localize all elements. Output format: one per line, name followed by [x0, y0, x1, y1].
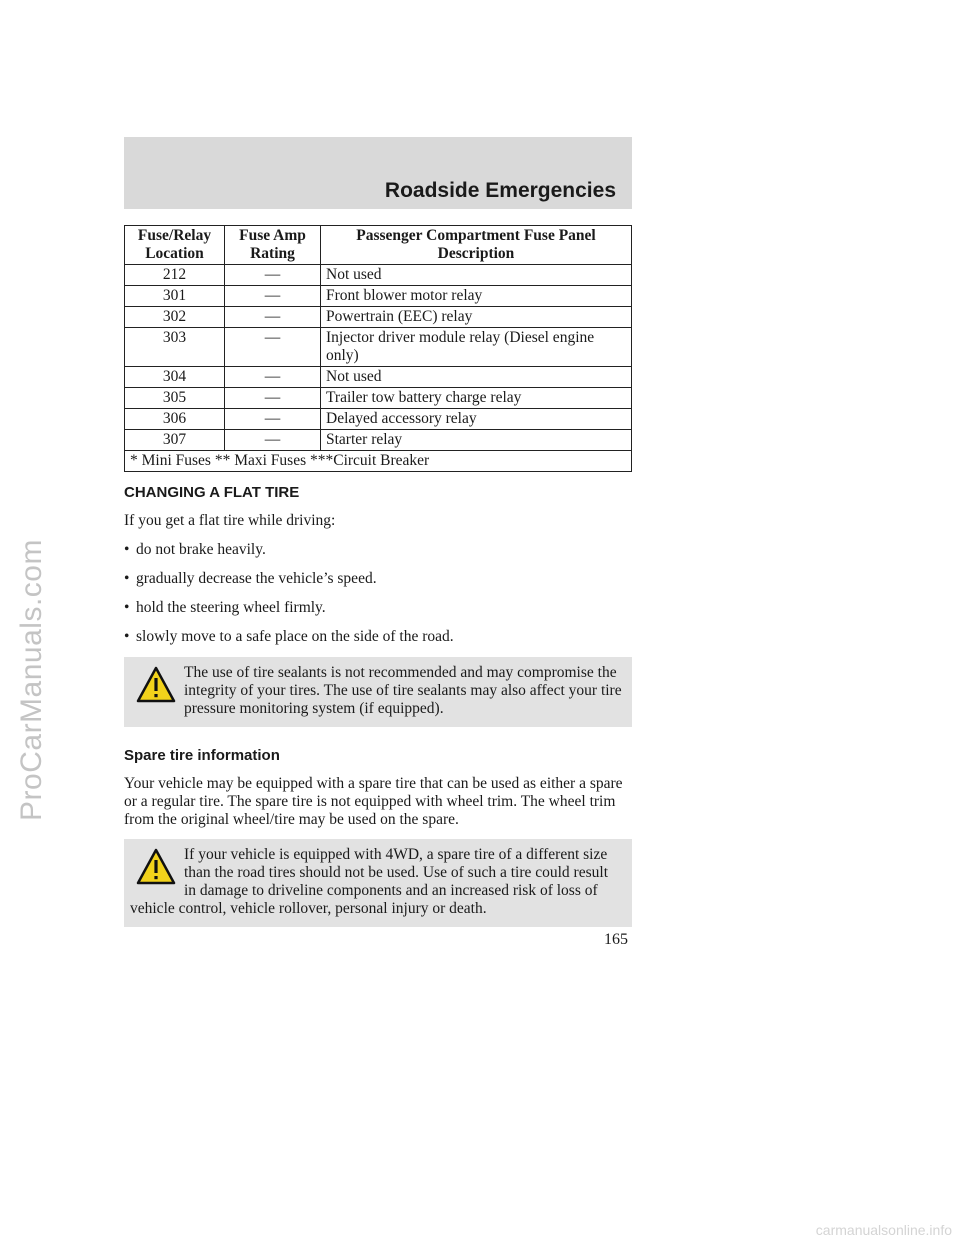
bullet-icon: • [124, 599, 130, 616]
column-header-description: Passenger Compartment Fuse Panel Description [321, 226, 632, 265]
cell-rating: — [225, 367, 321, 388]
list-item-text: do not brake heavily. [136, 541, 266, 558]
cell-location: 212 [125, 265, 225, 286]
spare-tire-body: Your vehicle may be equipped with a spare tire that can be used as either a spare or a regular tire. The spare tire is not equipped with wheel trim. The wheel trim from the original wheel/tire may be used on the spare. [124, 775, 623, 828]
side-watermark [2, 520, 62, 840]
list-item-text: gradually decrease the vehicle’s speed. [136, 570, 377, 587]
cell-location: 305 [125, 388, 225, 409]
cell-description: Not used [321, 265, 632, 286]
warning-triangle-icon [136, 666, 176, 704]
cell-location: 302 [125, 307, 225, 328]
main-content [124, 484, 632, 927]
footer-watermark: carmanualsonline.info [815, 1222, 952, 1238]
section-header [124, 137, 632, 209]
table-row [125, 409, 632, 430]
4wd-warning-text: If your vehicle is equipped with 4WD, a spare tire of a different size than the road tires should not be used. Use of such a tire could result in damage to driveline components and an increased risk of loss of vehicle control, vehicle rollover, personal injury or death. [130, 846, 608, 917]
table-row [125, 328, 632, 367]
4wd-warning-box [124, 839, 632, 927]
list-item-text: slowly move to a safe place on the side of the road. [136, 628, 454, 645]
table-row [125, 265, 632, 286]
table-footnote: * Mini Fuses ** Maxi Fuses ***Circuit Breaker [125, 451, 632, 472]
cell-description: Not used [321, 367, 632, 388]
bullet-icon: • [124, 628, 130, 645]
cell-location: 306 [125, 409, 225, 430]
cell-rating: — [225, 307, 321, 328]
column-header-location: Fuse/Relay Location [125, 226, 225, 265]
side-watermark-text: ProCarManuals.com [15, 539, 48, 821]
table-row [125, 307, 632, 328]
spare-tire-heading: Spare tire information [124, 747, 280, 764]
page-number: 165 [604, 931, 628, 948]
warning-triangle-icon [136, 848, 176, 886]
section-title: Roadside Emergencies [384, 179, 616, 202]
cell-description: Trailer tow battery charge relay [321, 388, 632, 409]
list-item [124, 628, 632, 646]
cell-location: 307 [125, 430, 225, 451]
cell-description: Starter relay [321, 430, 632, 451]
cell-description: Delayed accessory relay [321, 409, 632, 430]
cell-location: 301 [125, 286, 225, 307]
cell-location: 303 [125, 328, 225, 367]
cell-rating: — [225, 409, 321, 430]
sealant-warning-box [124, 657, 632, 727]
list-item [124, 570, 632, 588]
flat-tire-intro: If you get a flat tire while driving: [124, 512, 336, 529]
list-item [124, 541, 632, 559]
cell-rating: — [225, 430, 321, 451]
cell-rating: — [225, 328, 321, 367]
cell-description: Powertrain (EEC) relay [321, 307, 632, 328]
cell-description: Injector driver module relay (Diesel engine only) [321, 328, 632, 367]
sealant-warning-text: The use of tire sealants is not recommended and may compromise the integrity of your tires. The use of tire sealants may also affect your tire pressure monitoring system (if equipped). [184, 664, 622, 717]
fuse-table [124, 225, 632, 472]
column-header-rating: Fuse Amp Rating [225, 226, 321, 265]
list-item [124, 599, 632, 617]
table-header-row [125, 226, 632, 265]
bullet-icon: • [124, 570, 130, 587]
table-footnote-row [125, 451, 632, 472]
cell-rating: — [225, 286, 321, 307]
flat-tire-heading: CHANGING A FLAT TIRE [124, 484, 300, 501]
table-row [125, 430, 632, 451]
list-item-text: hold the steering wheel firmly. [136, 599, 326, 616]
cell-description: Front blower motor relay [321, 286, 632, 307]
bullet-icon: • [124, 541, 130, 558]
cell-location: 304 [125, 367, 225, 388]
cell-rating: — [225, 388, 321, 409]
table-row [125, 388, 632, 409]
table-row [125, 286, 632, 307]
table-row [125, 367, 632, 388]
cell-rating: — [225, 265, 321, 286]
